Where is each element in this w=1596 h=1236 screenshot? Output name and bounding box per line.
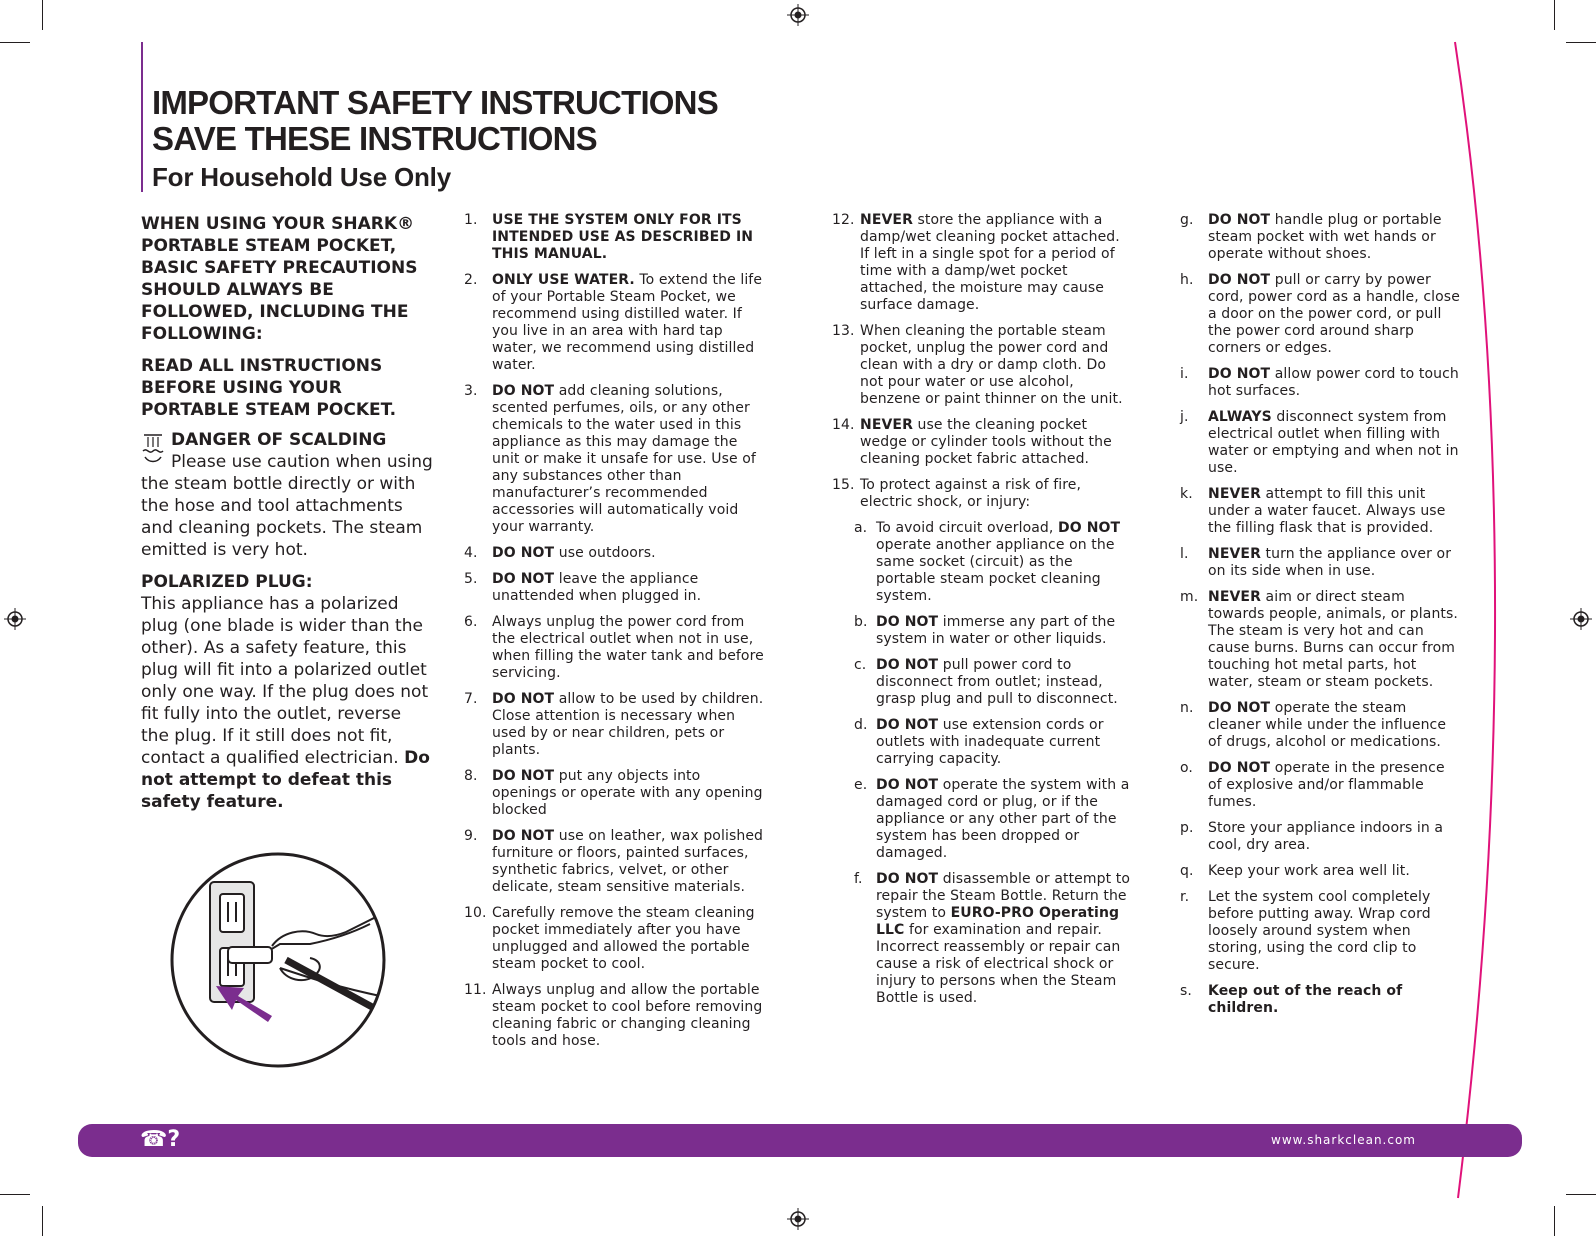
item-text: use on leather, wax polished furniture or floors, painted surfaces, synthetic fabrics, velvet, or other delicate, steam sensitive materials. [492,828,764,895]
item-emphasis: DO NOT [876,777,939,793]
plug-text-block [141,593,433,813]
item-text: for examination and repair. Incorrect reassembly or repair can cause a risk of electrical shock or injury to persons when the Steam Bottle is used. [876,922,1121,1006]
list-item [832,477,1132,511]
safety-list-column-4 [1180,212,1462,1026]
item-body [492,614,764,681]
item-emphasis: Keep out of the reach of children. [1208,983,1403,1016]
footer-bar [78,1124,1522,1157]
item-number: 1. [464,212,478,228]
item-body [1208,272,1460,356]
title-accent-bar [141,42,143,192]
intro-when-using: WHEN USING YOUR SHARK® PORTABLE STEAM POCKET, BASIC SAFETY PRECAUTIONS SHOULD ALWAYS BE FOLLOWED, INCLUDING THE FOLLOWING: [141,214,418,344]
item-number: f. [854,871,863,887]
item-body [492,272,762,373]
list-item [1180,820,1462,854]
item-number: k. [1180,486,1193,502]
list-item [1180,409,1462,477]
item-number: 10. [464,905,487,921]
crop-mark [42,1206,43,1236]
list-item [464,212,764,263]
item-text: aim or direct steam towards people, animals, or plants. The steam is very hot and can cause burns. Burns can occur from touching hot metal parts, hot water, steam or steam pockets. [1208,589,1458,690]
crop-mark [1554,1206,1555,1236]
list-item [464,905,764,973]
item-text: handle plug or portable steam pocket with wet hands or operate without shoes. [1208,212,1442,262]
list-item [464,982,764,1050]
item-emphasis: DO NOT [1208,212,1271,228]
item-body [876,871,1130,1006]
item-text: operate the system with a damaged cord or plug, or if the appliance or any other part of the system has been dropped or damaged. [876,777,1130,861]
item-text: pull or carry by power cord, power cord as a handle, close a door on the power cord, or pull the power cord around sharp corners or edges. [1208,272,1460,356]
registration-mark-icon [787,4,809,26]
phone-help-icon: ☎? [140,1127,181,1152]
item-body [1208,212,1442,262]
item-body [1208,889,1431,973]
list-item [1180,546,1462,580]
item-emphasis: DO NOT [876,657,939,673]
item-emphasis: DO NOT [876,717,939,733]
list-item [464,383,764,536]
item-body [1208,486,1445,536]
plug-warning: Do not attempt to defeat this safety feature. [141,748,430,812]
item-body [876,614,1115,647]
footer-url[interactable]: www.sharkclean.com [1271,1133,1416,1147]
item-emphasis: ONLY USE WATER. [492,272,635,288]
item-emphasis: DO NOT [1058,520,1121,536]
item-number: c. [854,657,867,673]
list-item [464,691,764,759]
plug-text: This appliance has a polarized plug (one blade is wider than the other). As a safety feature, this plug will fit into a polarized outlet only one way. If the plug does not fit fully into the outlet, reverse the plug. If it still does not fit, contact a qualified electrician. [141,594,429,768]
item-number: n. [1180,700,1194,716]
list-item [1180,700,1462,751]
item-emphasis: DO NOT [492,768,555,784]
item-text: allow power cord to touch hot surfaces. [1208,366,1459,399]
item-emphasis: NEVER [1208,546,1261,562]
item-emphasis: DO NOT [1208,700,1271,716]
item-emphasis: EURO-PRO Operating LLC [876,905,1120,938]
item-number: 8. [464,768,478,784]
item-body [492,828,763,895]
item-number: 5. [464,571,478,587]
item-emphasis: NEVER [860,417,913,433]
item-body [492,383,756,535]
item-number: j. [1180,409,1189,425]
item-number: m. [1180,589,1199,605]
item-text: To avoid circuit overload, [876,520,1059,536]
list-item [464,545,764,562]
item-body [860,212,1120,313]
item-body [876,657,1118,707]
item-text: use extension cords or outlets with inadequate current carrying capacity. [876,717,1104,767]
item-body [1208,366,1459,399]
list-item [1180,889,1462,974]
item-emphasis: DO NOT [876,614,939,630]
list-item [832,417,1132,468]
item-number: 15. [832,477,855,493]
list-item [1180,760,1462,811]
item-body [1208,760,1445,810]
item-number: 7. [464,691,478,707]
item-body [876,520,1120,604]
item-body [1208,700,1446,750]
page-title-line2: SAVE THESE INSTRUCTIONS [152,120,597,157]
list-item [1180,589,1462,691]
item-number: r. [1180,889,1190,905]
list-item [464,768,764,819]
danger-heading: DANGER OF SCALDING [171,430,387,450]
item-number: 14. [832,417,855,433]
list-item [464,571,764,605]
item-number: 3. [464,383,478,399]
list-item [854,717,1132,768]
item-number: h. [1180,272,1194,288]
item-text: operate in the presence of explosive and/or flammable fumes. [1208,760,1445,810]
registration-mark-icon [787,1208,809,1230]
item-number: s. [1180,983,1192,999]
item-text: To extend the life of your Portable Steam Pocket, we recommend using distilled water. If you live in an area with hard tap water, we recommend using distilled water. [492,272,763,373]
page-subtitle: For Household Use Only [152,162,451,192]
list-item [464,272,764,374]
item-emphasis: NEVER [1208,589,1261,605]
item-body [860,323,1123,407]
item-text: Always unplug the power cord from the electrical outlet when not in use, when filling the water tank and before servicing. [492,614,764,681]
item-emphasis: ALWAYS [1208,409,1272,425]
danger-text: Please use caution when using the steam bottle directly or with the hose and tool attachments and cleaning pockets. The steam emitted is very hot. [141,452,433,560]
plug-heading: POLARIZED PLUG: [141,572,313,592]
item-number: g. [1180,212,1194,228]
item-emphasis: DO NOT [492,383,555,399]
help-mark: ? [167,1127,181,1152]
item-body [1208,546,1451,579]
item-emphasis: USE THE SYSTEM ONLY FOR ITS INTENDED USE AS DESCRIBED IN THIS MANUAL. [492,212,754,262]
list-item [854,871,1132,1007]
item-body [492,691,763,758]
item-emphasis: NEVER [1208,486,1261,502]
registration-mark-icon [4,608,26,630]
item-body [1208,863,1410,879]
item-number: e. [854,777,868,793]
item-number: q. [1180,863,1194,879]
list-item [1180,272,1462,357]
item-number: d. [854,717,868,733]
list-item [832,323,1132,408]
item-number: 6. [464,614,478,630]
item-text: allow to be used by children. Close attention is necessary when used by or near children, pets or plants. [492,691,764,758]
item-number: b. [854,614,868,630]
item-number: p. [1180,820,1194,836]
item-body [860,417,1112,467]
item-body [1208,409,1459,476]
item-emphasis: NEVER [860,212,913,228]
item-body [492,571,701,604]
item-text: operate another appliance on the same socket (circuit) as the portable steam pocket cleaning system. [876,537,1115,604]
item-text: add cleaning solutions, scented perfumes, oils, or any other chemicals to the water used in this appliance as this may damage the unit or make it unsafe for use. Use of any substances other than manufacturer’s recommended accessories will automatically void your warranty. [492,383,756,535]
item-number: l. [1180,546,1189,562]
intro-column [141,213,433,821]
item-text: use the cleaning pocket wedge or cylinder tools without the cleaning pocket fabric attached. [860,417,1112,467]
list-item [1180,486,1462,537]
item-text: Always unplug and allow the portable steam pocket to cool before removing cleaning fabric or changing cleaning tools and hose. [492,982,763,1049]
list-item [854,777,1132,862]
item-emphasis: DO NOT [492,828,555,844]
item-body [492,768,763,818]
item-text: immerse any part of the system in water or other liquids. [876,614,1116,647]
item-number: 13. [832,323,855,339]
item-text: turn the appliance over or on its side when in use. [1208,546,1452,579]
safety-list-column-2 [464,212,764,1059]
item-body [492,545,656,561]
item-body [492,212,753,262]
item-emphasis: DO NOT [492,545,555,561]
item-body [1208,820,1443,853]
crop-mark [1566,1194,1596,1195]
item-number: a. [854,520,868,536]
item-text: use outdoors. [554,545,656,561]
item-text: Carefully remove the steam cleaning pocket immediately after you have unplugged and allowed the portable steam pocket to cool. [492,905,755,972]
list-item [854,520,1132,605]
list-item [1180,366,1462,400]
item-text: put any objects into openings or operate with any opening blocked [492,768,763,818]
list-item [1180,212,1462,263]
item-body [492,905,755,972]
item-number: 11. [464,982,487,998]
crop-mark [42,0,43,30]
item-text: Keep your work area well lit. [1208,863,1410,879]
item-body [876,717,1104,767]
item-body [492,982,762,1049]
item-text: pull power cord to disconnect from outlet; instead, grasp plug and pull to disconnect. [876,657,1118,707]
item-body [1208,983,1402,1016]
item-text: store the appliance with a damp/wet cleaning pocket attached. If left in a single spot for a period of time with a damp/wet pocket attached, the moisture may cause surface damage. [860,212,1120,313]
item-text: leave the appliance unattended when plugged in. [492,571,702,604]
item-emphasis: DO NOT [1208,272,1271,288]
item-emphasis: DO NOT [492,571,555,587]
item-emphasis: DO NOT [1208,366,1271,382]
list-item [1180,983,1462,1017]
item-body [1208,589,1458,690]
crop-mark [0,42,30,43]
item-body [860,477,1081,510]
item-text: attempt to fill this unit under a water faucet. Always use the filling flask that is provided. [1208,486,1446,536]
item-text: Let the system cool completely before putting away. Wrap cord loosely around system when storing, using the cord clip to secure. [1208,889,1431,973]
item-emphasis: DO NOT [492,691,555,707]
registration-mark-icon [1570,608,1592,630]
item-number: 2. [464,272,478,288]
list-item [1180,863,1462,880]
item-number: 9. [464,828,478,844]
item-number: i. [1180,366,1189,382]
crop-mark [0,1194,30,1195]
item-text: disconnect system from electrical outlet when filling with water or emptying and when not in use. [1208,409,1459,476]
crop-mark [1566,42,1596,43]
list-item [854,614,1132,648]
list-item [854,657,1132,708]
list-item [464,614,764,682]
item-number: 12. [832,212,855,228]
intro-read-all: READ ALL INSTRUCTIONS BEFORE USING YOUR PORTABLE STEAM POCKET. [141,356,397,420]
item-body [876,777,1129,861]
item-emphasis: DO NOT [1208,760,1271,776]
item-text: disassemble or attempt to repair the Steam Bottle. Return the system to [876,871,1131,921]
item-text: When cleaning the portable steam pocket, unplug the power cord and clean with a dry or damp cloth. Do not pour water or use alcohol, benzene or paint thinner on the unit. [860,323,1123,407]
safety-list-column-3 [832,212,1132,1016]
item-text: operate the steam cleaner while under the influence of drugs, alcohol or medications. [1208,700,1447,750]
item-number: 4. [464,545,478,561]
list-item [464,828,764,896]
item-text: To protect against a risk of fire, electric shock, or injury: [860,477,1082,510]
item-text: Store your appliance indoors in a cool, dry area. [1208,820,1444,853]
list-item [832,212,1132,314]
scald-warning-icon [139,431,167,469]
danger-block [141,429,433,561]
item-emphasis: DO NOT [876,871,939,887]
page-title: IMPORTANT SAFETY INSTRUCTIONS [152,84,718,121]
plug-illustration [168,850,388,1070]
crop-mark [1554,0,1555,30]
item-number: o. [1180,760,1193,776]
